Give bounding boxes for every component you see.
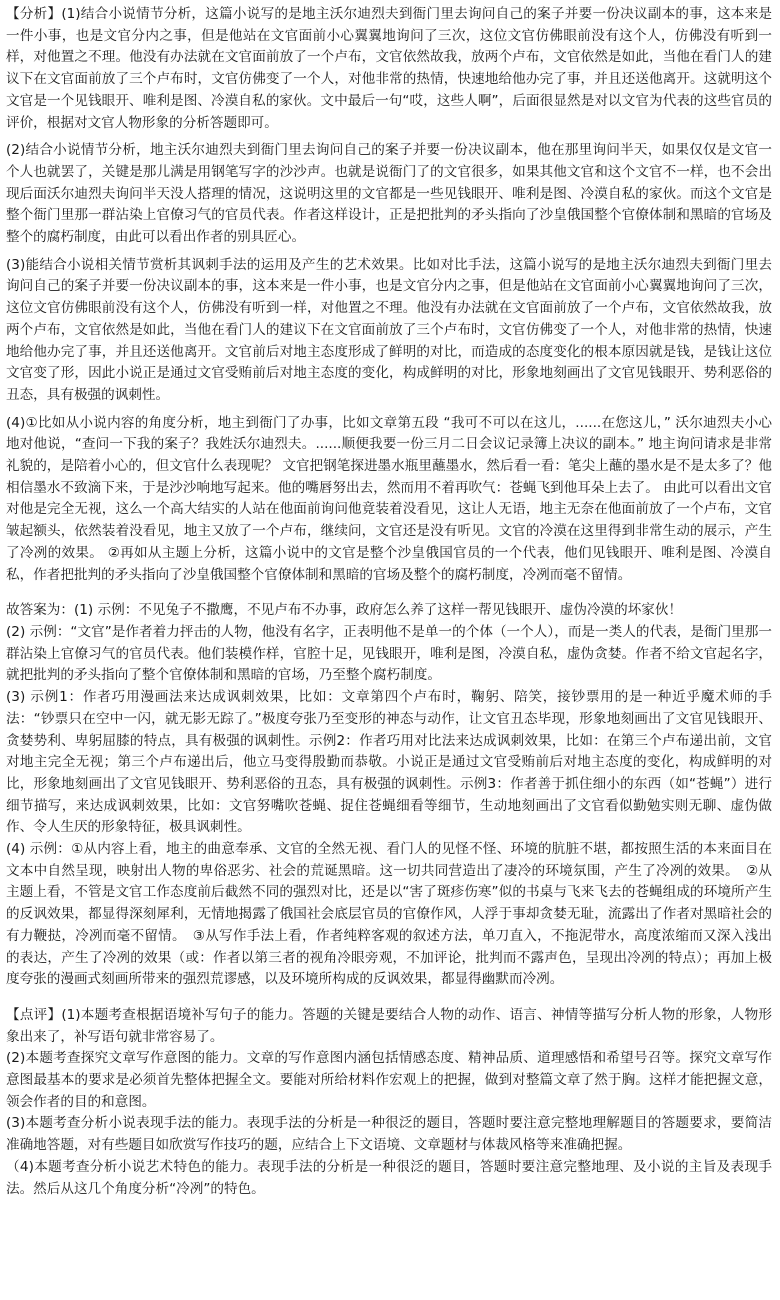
answer-paragraph-4: (4) 示例：①从内容上看，地主的曲意奉承、文官的全然无视、看门人的见怪不怪、环境的肮脏不堪，都按照生活的本来面目在文本中自然呈现，映射出人物的卑俗恶劣、社会的荒诞黑暗。这一切共同营造出了凄冷的环境氛围，产生了冷冽的效果。 ②从主题上看，不管是文官工作态度前后截然不同的强烈对比，还是以“害了斑疹伤寒”似的书桌与飞来飞去的苍蝇组成的环境所产生的反讽效果，都显得深刻犀利，无情地揭露了俄国社会底层官员的官僚作风，人浮于事却贪婪无耻，流露出了作者对黑暗社会的有力鞭挞，冷冽而毫不留情。 ③从写作手法上看，作者纯粹客观的叙述方法，单刀直入，不拖泥带水，高度浓缩而又深入浅出的表达，产生了冷冽的效果（或：作者以第三者的视角冷眼旁观，不加评论，批判而不露声色，呈现出冷冽的特点）；再加上极度夸张的漫画式刻画所带来的强烈荒谬感，以及环境所构成的反讽效果，都显得幽默而冷冽。: [6, 841, 772, 988]
analysis-paragraph-3: (3)能结合小说相关情节赏析其讽刺手法的运用及产生的艺术效果。比如对比手法，这篇小说写的是地主沃尔迪烈夫到衙门里去询问自己的案子并要一份决议副本的事，这本来是一件小事，也是文官分内之事，但是他站在文官面前小心翼翼地询问了三次，这位文官仿佛眼前没有这个人，仿佛没有听到一样，对他置之不理。他没有办法就在文官面前放了一个卢布，文官依然故我，放两个卢布，文官依然是如此，当他在看门人的建议下在文官面前放了三个卢布时，文官仿佛变了一个人，对他非常的热情，快速地给他办完了事，并且还送他离开。文官前后对地主态度形成了鲜明的对比，而造成的态度变化的根本原因就是钱，是钱让这位文官变了形，因此小说正是通过文官受贿前后对地主态度的变化，构成鲜明的对比，形象地刻画出了文官见钱眼开、势利恶俗的丑态，具有极强的讽刺性。: [6, 256, 772, 403]
answer-paragraph-1: 故答案为：(1) 示例：不见兔子不撒鹰，不见卢布不办事，政府怎么养了这样一帮见钱眼开、虚伪冷漠的坏家伙！: [6, 602, 683, 619]
analysis-paragraph-2: (2)结合小说情节分析，地主沃尔迪烈夫到衙门里去询问自己的案子并要一份决议副本，他在那里询问半天，如果仅仅是文官一个人也就罢了，关键是那儿满是用钢笔写字的沙沙声。也就是说衙门了的文官很多，如果其他文官和这个文官不一样，也不会出现后面沃尔迪烈夫询问半天没人搭理的情况，这说明这里的文官都是一些见钱眼开、唯利是图、冷漠自私的家伙。而这个文官是整个衙门里那一群沾染上官僚习气的官员代表。作者这样设计，正是把批判的矛头指向了沙皇俄国整个官僚体制和黑暗的官场及整个的腐朽制度，由此可以看出作者的别具匠心。: [6, 142, 772, 246]
comment-paragraph-2: (2)本题考查探究文章写作意图的能力。文章的写作意图内涵包括情感态度、精神品质、道理感悟和希望号召等。探究文章写作意图最基本的要求是必须首先整体把握全文。要能对所给材料作宏观上的把握，做到对整篇文章了然于胸。这样才能把握文意，领会作者的目的和意图。: [6, 1050, 772, 1110]
analysis-paragraph-4: (4)①比如从小说内容的角度分析，地主到衙门了办事，比如文章第五段 “我可不可以在这儿，......在您这儿，” 沃尔迪烈夫小心地对他说，“查问一下我的案子？我姓沃尔迪烈夫。......顺便我要一份三月二日会议记录簿上决议的副本。” 地主询问请求是非常礼貌的，是陪着小心的，但文官什么表现呢？ 文官把钢笔探进墨水瓶里蘸墨水，然后看一看：笔尖上蘸的墨水是不是太多了？他相信墨水不致滴下来，于是沙沙响地写起来。他的嘴唇努出去，然而用不着再吹气：苍蝇飞到他耳朵上去了。 由此可以看出文官对他是完全无视，这么一个高大结实的人站在他面前询问他竟装着没看见，这让人无语，地主无奈在他面前放了一个卢布，文官皱起额头，依然装着没看见，地主又放了一个卢布，继续问，文官还是没有听见。文官的冷漠在这里得到非常生动的展示，产生了冷冽的效果。 ②再如从主题上分析，这篇小说中的文官是整个沙皇俄国官员的一个代表，他们见钱眼开、唯利是图、冷漠自私，作者把批判的矛头指向了沙皇俄国整个官僚体制和黑暗的官场及整个的腐朽制度，冷冽而毫不留情。: [6, 414, 772, 583]
analysis-paragraph-1: 【分析】(1)结合小说情节分析，这篇小说写的是地主沃尔迪烈夫到衙门里去询问自己的案子并要一份决议副本的事，这本来是一件小事，也是文官分内之事，但是他站在文官面前小心翼翼地询问了三次，这位文官仿佛眼前没有这个人，仿佛没有听到一样，对他置之不理。他没有办法就在文官面前放了一个卢布，文官依然故我，放两个卢布，文官依然是如此，当他在看门人的建议下在文官面前放了三个卢布时，文官仿佛变了一个人，对他非常的热情，快速地给他办完了事，并且还送他离开。这就明这个文官是一个见钱眼开、唯利是图、冷漠自私的家伙。文中最后一句“哎，这些人啊”，后面很显然是对以文官为代表的这些官员的评价，根据对文官人物形象的分析答题即可。: [6, 6, 772, 131]
comment-paragraph-3: (3)本题考查分析小说表现手法的能力。表现手法的分析是一种很泛的题目，答题时要注意完整地理解题目的答题要求，要简洁准确地答题，对有些题目如欣赏写作技巧的题，应结合上下文语境、文章题材与体裁风格等来准确把握。: [6, 1115, 772, 1154]
comment-paragraph-1: 【点评】(1)本题考查根据语境补写句子的能力。答题的关键是要结合人物的动作、语言、神情等描写分析人物的形象，人物形象出来了，补写语句就非常容易了。: [6, 1006, 772, 1045]
answer-paragraph-2: (2) 示例：“文官”是作者着力抨击的人物，他没有名字，正表明他不是单一的个体（一个人），而是一类人的代表，是衙门里那一群沾染上官僚习气的官员代表。他们装模作样，官腔十足，见钱眼开，唯利是图，冷漠自私，虚伪贪婪。作者不给文官起名字，就把批判的矛头指向了整个官僚体制和黑暗的官场，乃至整个腐朽制度。: [6, 623, 772, 684]
comment-paragraph-4: （4)本题考查分析小说艺术特色的能力。表现手法的分析是一种很泛的题目，答题时要注意完整地理、及小说的主旨及表现手法。然后从这几个角度分析“冷冽”的特色。: [6, 1158, 772, 1197]
answer-paragraph-3: (3) 示例1：作者巧用漫画法来达成讽刺效果，比如：文章第四个卢布时，鞠躬、陪笑，接钞票用的是一种近乎魔术师的手法：“钞票只在空中一闪，就无影无踪了。”极度夸张乃至变形的神态与动作，让文官丑态毕现，形象地刻画出了文官见钱眼开、贪婪势利、卑躬屈膝的特点，具有极强的讽刺性。示例2：作者巧用对比法来达成讽刺效果，比如：在第三个卢布递出前，文官对地主完全无视；第三个卢布递出后，他立马变得殷勤而恭敬。小说正是通过文官受贿前后对地主态度的变化，构成鲜明的对比，形象地刻画出了文官见钱眼开、势利恶俗的丑态，具有极强的讽刺性。示例3：作者善于抓住细小的东西（如“苍蝇”）进行细节描写，来达成讽刺效果，比如：文官努嘴吹苍蝇、捉住苍蝇细看等细节，生动地刻画出了文官看似勤勉实则无聊、虚伪做作、令人生厌的形象特征，极具讽刺性。: [6, 689, 772, 836]
